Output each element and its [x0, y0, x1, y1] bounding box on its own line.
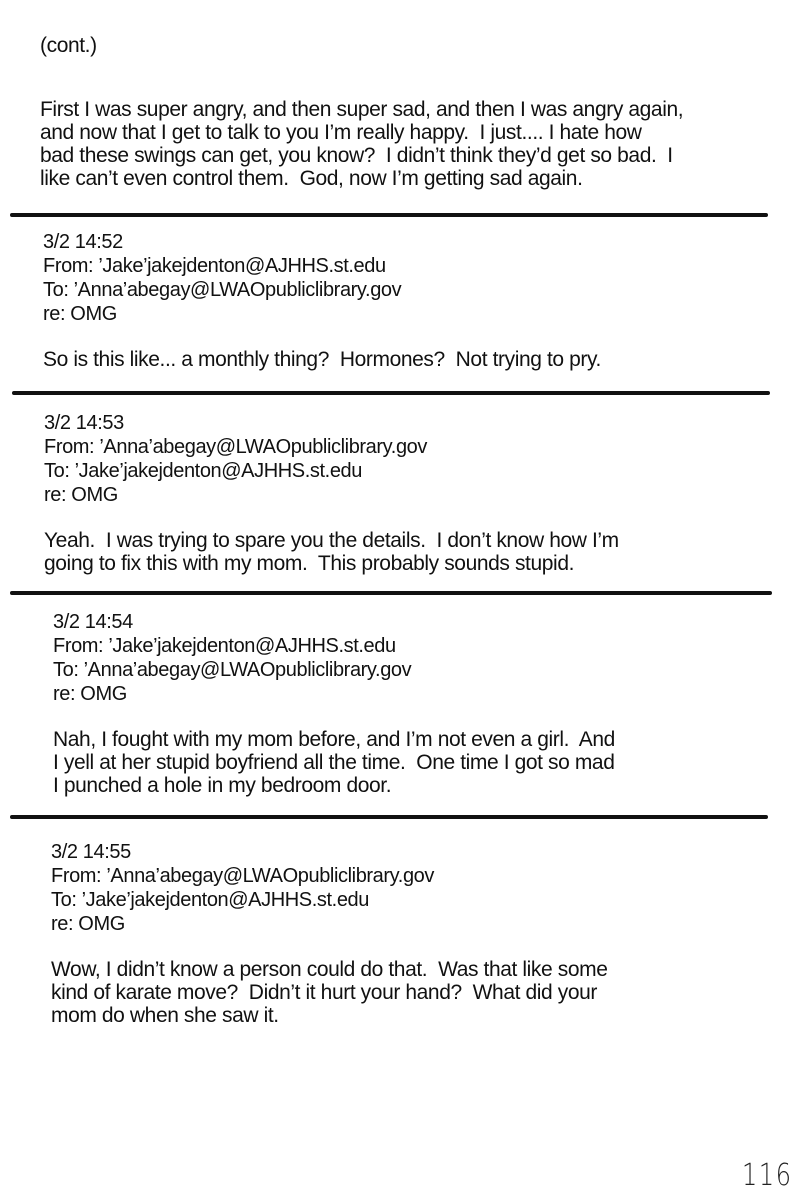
page-number: 116: [742, 1158, 793, 1193]
intro-line: bad these swings can get, you know? I didn’t think they’d get so bad. I: [40, 144, 673, 167]
email-date: 3/2 14:53: [44, 412, 124, 434]
email-body-line: mom do when she saw it.: [51, 1004, 279, 1027]
email-to: To: ’Anna’abegay@LWAOpubliclibrary.gov: [43, 279, 402, 301]
divider: [12, 391, 770, 395]
email-subject: re: OMG: [43, 303, 117, 325]
email-date: 3/2 14:55: [51, 841, 131, 863]
intro-line: and now that I get to talk to you I’m really happy. I just.... I hate how: [40, 121, 642, 144]
email-body-line: going to fix this with my mom. This probably sounds stupid.: [44, 552, 575, 575]
intro-section: [40, 34, 683, 190]
divider: [10, 815, 768, 819]
email-subject: re: OMG: [44, 484, 118, 506]
email-body-line: Yeah. I was trying to spare you the details. I don’t know how I’m: [44, 529, 619, 552]
email-entry: [51, 840, 608, 1027]
email-from: From: ’Anna’abegay@LWAOpubliclibrary.gov: [44, 436, 427, 458]
continued-label: (cont.): [40, 34, 97, 57]
email-entry: [44, 411, 619, 575]
divider: [10, 213, 768, 217]
email-from: From: ’Anna’abegay@LWAOpubliclibrary.gov: [51, 865, 434, 887]
email-to: To: ’Jake’jakejdenton@AJHHS.st.edu: [51, 889, 369, 911]
email-body-line: So is this like... a monthly thing? Hormones? Not trying to pry.: [43, 348, 601, 371]
email-body-line: Wow, I didn’t know a person could do that. Was that like some: [51, 958, 608, 981]
email-body-line: I punched a hole in my bedroom door.: [53, 774, 392, 797]
intro-line: like can’t even control them. God, now I’m getting sad again.: [40, 167, 583, 190]
email-from: From: ’Jake’jakejdenton@AJHHS.st.edu: [43, 255, 386, 277]
email-body-line: I yell at her stupid boyfriend all the time. One time I got so mad: [53, 751, 615, 774]
email-date: 3/2 14:52: [43, 231, 123, 253]
email-entry: [43, 230, 601, 371]
email-body-line: kind of karate move? Didn’t it hurt your hand? What did your: [51, 981, 597, 1004]
email-subject: re: OMG: [53, 683, 127, 705]
email-from: From: ’Jake’jakejdenton@AJHHS.st.edu: [53, 635, 396, 657]
email-to: To: ’Jake’jakejdenton@AJHHS.st.edu: [44, 460, 362, 482]
email-to: To: ’Anna’abegay@LWAOpubliclibrary.gov: [53, 659, 412, 681]
email-body-line: Nah, I fought with my mom before, and I’m not even a girl. And: [53, 728, 615, 751]
email-subject: re: OMG: [51, 913, 125, 935]
divider: [10, 591, 772, 595]
intro-line: First I was super angry, and then super sad, and then I was angry again,: [40, 98, 684, 121]
email-entry: [53, 610, 615, 797]
email-date: 3/2 14:54: [53, 611, 133, 633]
